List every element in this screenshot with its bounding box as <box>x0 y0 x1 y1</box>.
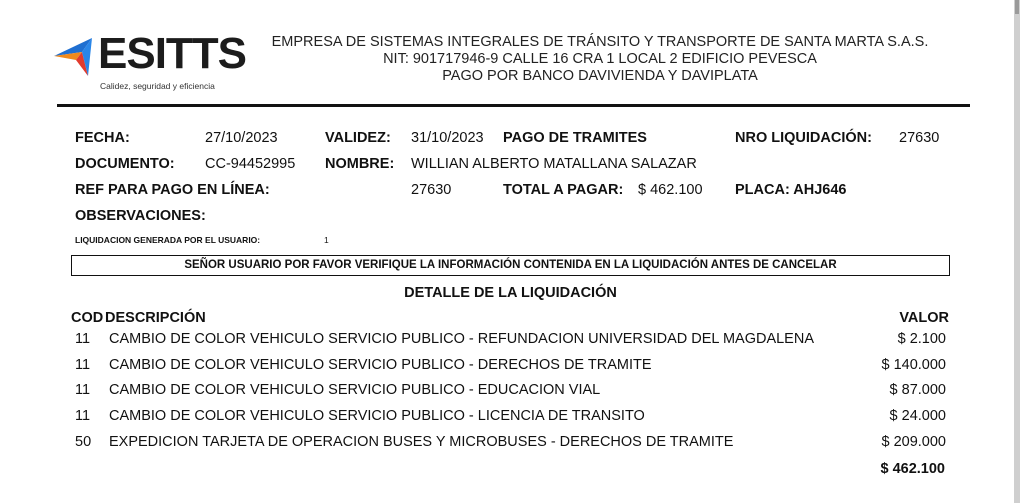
row-valor: $ 2.100 <box>897 331 946 347</box>
row-desc: CAMBIO DE COLOR VEHICULO SERVICIO PUBLICO - EDUCACION VIAL <box>109 382 601 398</box>
generada-label: LIQUIDACION GENERADA POR EL USUARIO: <box>75 235 261 245</box>
header-cod: COD <box>71 310 104 326</box>
table-row <box>71 408 950 428</box>
row-desc: CAMBIO DE COLOR VEHICULO SERVICIO PUBLICO - REFUNDACION UNIVERSIDAD DEL MAGDALENA <box>109 331 814 347</box>
ref-pago-value: 27630 <box>411 182 452 198</box>
header-valor: VALOR <box>899 310 949 326</box>
nro-liquidacion-value: 27630 <box>899 130 940 146</box>
header-divider <box>57 104 970 107</box>
row-cod: 50 <box>75 434 92 450</box>
table-row <box>71 434 950 454</box>
validez-value: 31/10/2023 <box>411 130 484 146</box>
fecha-label: FECHA: <box>75 130 130 146</box>
row-desc: EXPEDICION TARJETA DE OPERACION BUSES Y MICROBUSES - DERECHOS DE TRAMITE <box>109 434 734 450</box>
placa: PLACA: AHJ646 <box>735 182 847 198</box>
nombre-label: NOMBRE: <box>325 156 395 172</box>
row-cod: 11 <box>75 331 91 347</box>
row-valor: $ 209.000 <box>881 434 946 450</box>
nro-liquidacion-label: NRO LIQUIDACIÓN: <box>735 130 872 146</box>
row-valor: $ 87.000 <box>889 382 946 398</box>
detail-total: $ 462.100 <box>880 461 945 477</box>
header-descripcion: DESCRIPCIÓN <box>105 310 206 326</box>
row-valor: $ 140.000 <box>881 357 946 373</box>
logo-tagline: Calidez, seguridad y eficiencia <box>100 81 215 91</box>
verification-notice: SEÑOR USUARIO POR FAVOR VERIFIQUE LA INFORMACIÓN CONTENIDA EN LA LIQUIDACIÓN ANTES DE CANCELAR <box>71 255 950 276</box>
detail-title: DETALLE DE LA LIQUIDACIÓN <box>404 285 617 301</box>
row-cod: 11 <box>75 408 91 424</box>
total-pagar-value: $ 462.100 <box>638 182 703 198</box>
payment-banks: PAGO POR BANCO DAVIVIENDA Y DAVIPLATA <box>442 68 758 84</box>
logo-brand-text: ESITTS <box>98 29 247 78</box>
table-row <box>71 357 950 377</box>
ref-pago-label: REF PARA PAGO EN LÍNEA: <box>75 182 270 198</box>
row-valor: $ 24.000 <box>889 408 946 424</box>
scrollbar-thumb[interactable] <box>1015 0 1019 14</box>
logo-mark-icon <box>52 30 98 78</box>
documento-label: DOCUMENTO: <box>75 156 175 172</box>
table-row <box>71 382 950 402</box>
company-header <box>250 34 950 85</box>
validez-label: VALIDEZ: <box>325 130 391 146</box>
observaciones-label: OBSERVACIONES: <box>75 208 206 224</box>
generada-value: 1 <box>324 235 329 245</box>
esitts-logo <box>52 28 247 98</box>
row-cod: 11 <box>75 382 91 398</box>
company-address: NIT: 901717946-9 CALLE 16 CRA 1 LOCAL 2 EDIFICIO PEVESCA <box>383 51 817 67</box>
row-desc: CAMBIO DE COLOR VEHICULO SERVICIO PUBLICO - LICENCIA DE TRANSITO <box>109 408 645 424</box>
total-pagar-label: TOTAL A PAGAR: <box>503 182 624 198</box>
fecha-value: 27/10/2023 <box>205 130 278 146</box>
row-desc: CAMBIO DE COLOR VEHICULO SERVICIO PUBLICO - DERECHOS DE TRAMITE <box>109 357 652 373</box>
table-row <box>71 331 950 351</box>
pago-tramites-label: PAGO DE TRAMITES <box>503 130 647 146</box>
company-name: EMPRESA DE SISTEMAS INTEGRALES DE TRÁNSITO Y TRANSPORTE DE SANTA MARTA S.A.S. <box>271 34 929 50</box>
scrollbar[interactable] <box>1014 0 1020 503</box>
row-cod: 11 <box>75 357 91 373</box>
nombre-value: WILLIAN ALBERTO MATALLANA SALAZAR <box>411 156 697 172</box>
documento-value: CC-94452995 <box>205 156 296 172</box>
